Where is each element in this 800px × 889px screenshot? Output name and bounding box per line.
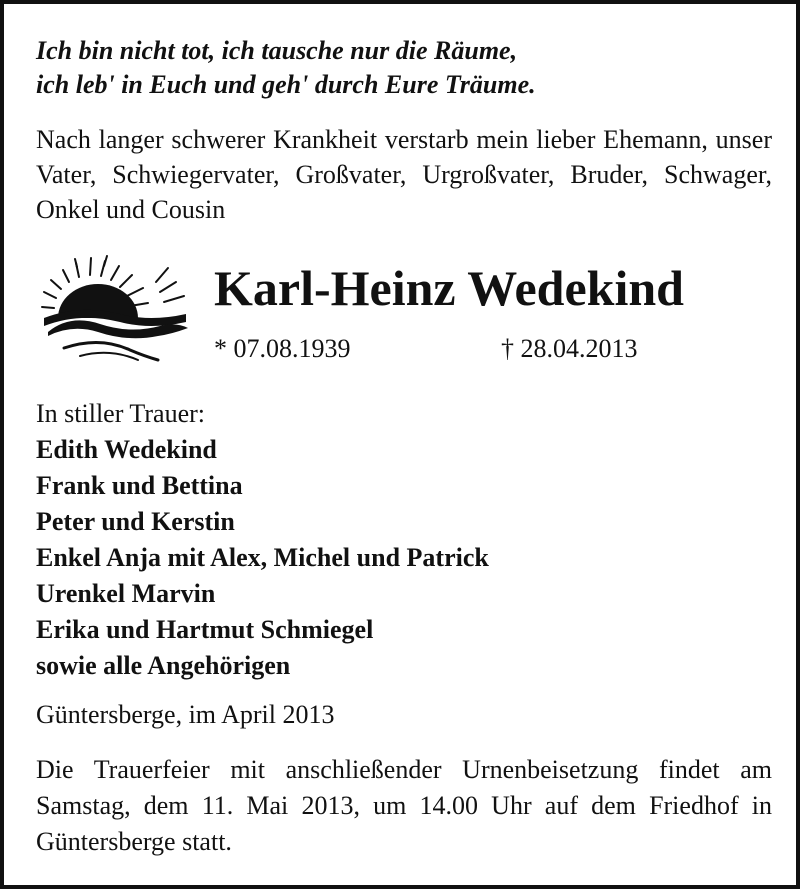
mourner-name: Frank und Bettina: [36, 471, 243, 500]
mourners-list: [36, 396, 489, 684]
intro-text: Nach langer schwerer Krankheit verstarb mein lieber Ehemann, unser Vater, Schwiegervater, Großvater, Urgroßvater, Bruder, Schwager, Onkel und Cousin: [36, 125, 772, 224]
place-date: Güntersberge, im April 2013: [36, 700, 335, 729]
birth-date: * 07.08.1939: [214, 334, 351, 363]
mourner-name: Peter und Kerstin: [36, 507, 235, 536]
deceased-name: Karl-Heinz Wedekind: [214, 260, 684, 316]
poem-line-2: ich leb' in Euch und geh' durch Eure Träume.: [36, 70, 536, 99]
mourner-name: Enkel Anja mit Alex, Michel und Patrick: [36, 543, 489, 572]
mourner-name: sowie alle Angehörigen: [36, 651, 291, 680]
poem-line-1: Ich bin nicht tot, ich tausche nur die Räume,: [36, 36, 518, 65]
death-date: † 28.04.2013: [501, 334, 638, 363]
mourner-name: Urenkel Marvin: [36, 579, 216, 608]
poem: [36, 34, 536, 102]
mourner-name: Edith Wedekind: [36, 435, 217, 464]
mourners-caption: In stiller Trauer:: [36, 399, 205, 428]
sunrise-hills-icon: [40, 252, 190, 364]
mourner-name: Erika und Hartmut Schmiegel: [36, 615, 374, 644]
funeral-info: Die Trauerfeier mit anschließender Urnenbeisetzung findet am Samstag, dem 11. Mai 2013, um 14.00 Uhr auf dem Friedhof in Güntersberge statt.: [36, 755, 772, 856]
